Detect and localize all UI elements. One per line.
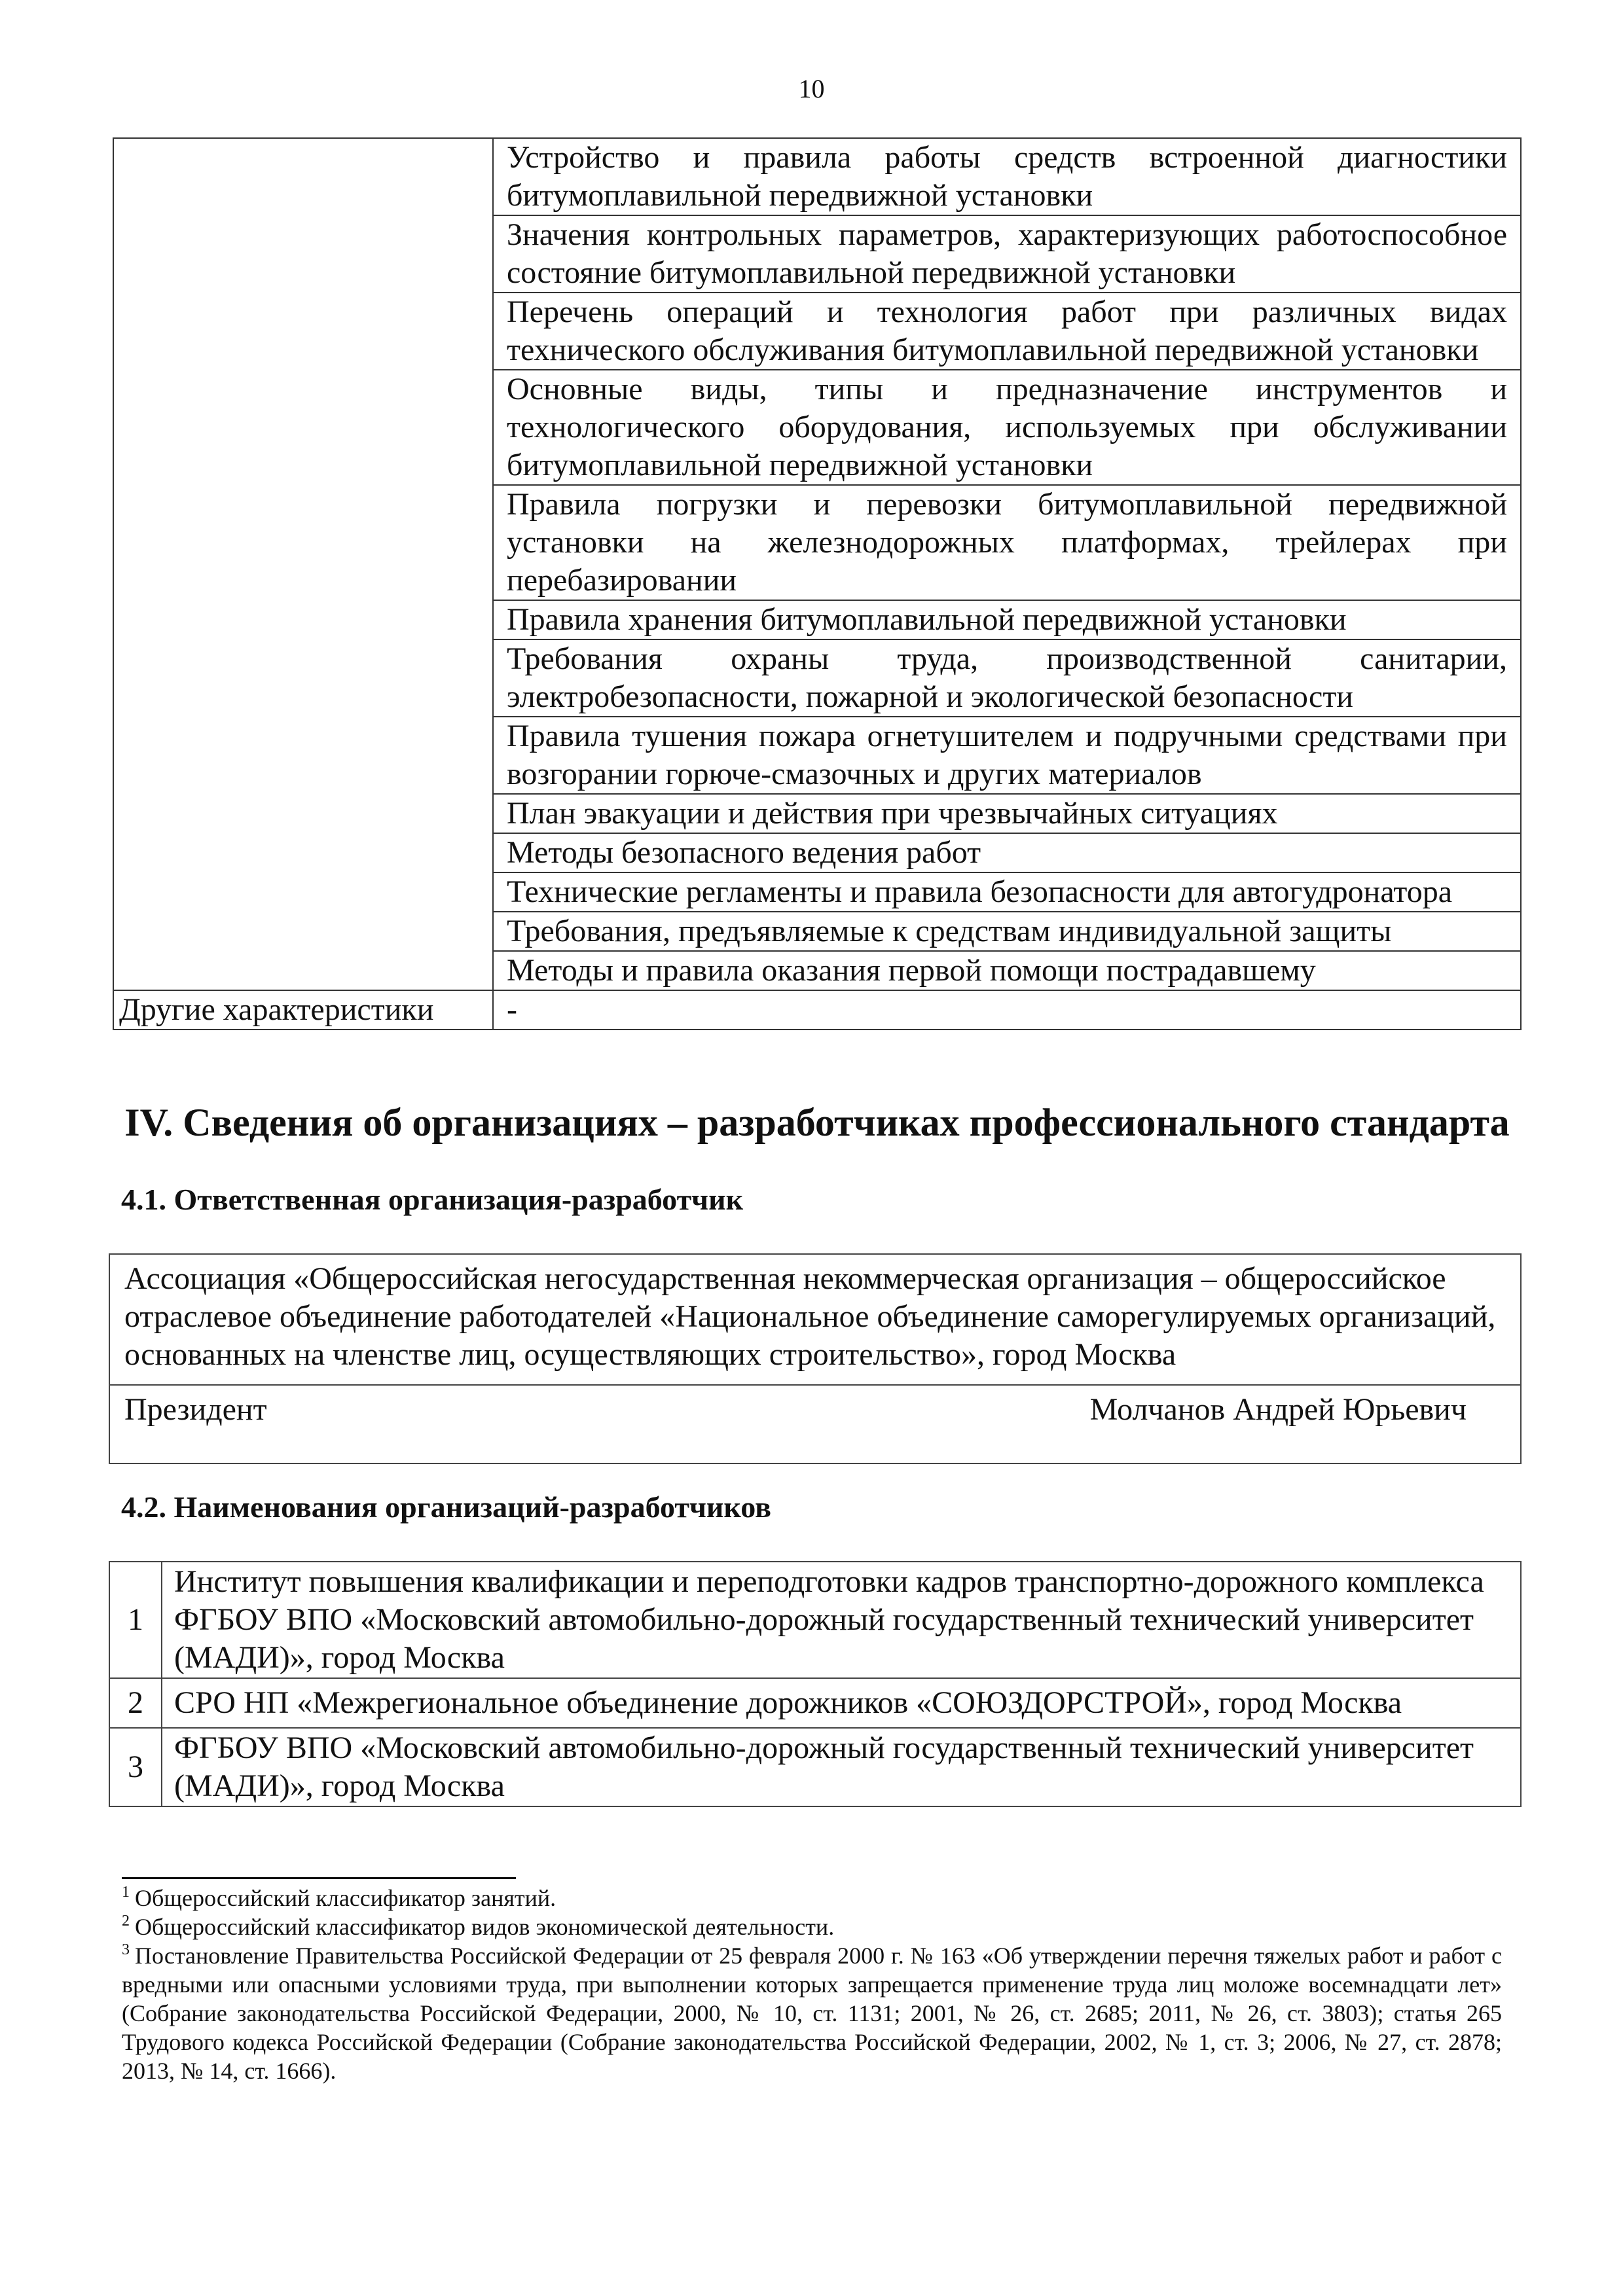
subsection-title-responsible: 4.1. Ответственная организация-разработчик: [121, 1183, 744, 1216]
other-characteristics-value: -: [493, 990, 1521, 1030]
footnote-mark: 3: [122, 1941, 130, 1958]
table-row: [113, 138, 1521, 215]
signatory-name: Молчанов Андрей Юрьевич: [1089, 1392, 1467, 1427]
developer-number: 3: [109, 1728, 162, 1806]
table-row: [109, 1678, 1521, 1728]
footnote: [122, 1912, 1502, 1941]
developer-name: ФГБОУ ВПО «Московский автомобильно-дорожный государственный технический университет (МАДИ)», город Москва: [162, 1728, 1521, 1806]
knowledge-label-cell: [113, 138, 493, 990]
knowledge-item: Значения контрольных параметров, характеризующих работоспособное состояние битумоплавильной передвижной установки: [493, 215, 1521, 293]
footnote-separator: [122, 1877, 516, 1879]
footnotes: [122, 1884, 1502, 2085]
knowledge-item: Требования охраны труда, производственной санитарии, электробезопасности, пожарной и экологической безопасности: [493, 639, 1521, 717]
table-row: [109, 1254, 1521, 1385]
knowledge-item: Правила хранения битумоплавильной передвижной установки: [493, 600, 1521, 639]
table-row: [109, 1385, 1521, 1463]
knowledge-table: [113, 137, 1522, 1030]
knowledge-item: Устройство и правила работы средств встроенной диагностики битумоплавильной передвижной установки: [493, 138, 1521, 215]
page-number: 10: [798, 74, 825, 103]
footnote-text: Общероссийский классификатор видов экономической деятельности.: [135, 1914, 835, 1940]
responsible-org-box: [109, 1253, 1522, 1464]
knowledge-item: План эвакуации и действия при чрезвычайных ситуациях: [493, 794, 1521, 833]
knowledge-item: Технические регламенты и правила безопасности для автогудронатора: [493, 872, 1521, 912]
signatory-row: [109, 1385, 1521, 1463]
footnote-text: Общероссийский классификатор занятий.: [135, 1885, 556, 1911]
knowledge-item: Методы безопасного ведения работ: [493, 833, 1521, 872]
section-title: IV. Сведения об организациях – разработчиках профессионального стандарта: [124, 1101, 1510, 1144]
subsection-title-developers: 4.2. Наименования организаций-разработчиков: [121, 1490, 771, 1524]
knowledge-item: Основные виды, типы и предназначение инструментов и технологического оборудования, используемых при обслуживании битумоплавильной передвижной установки: [493, 370, 1521, 485]
table-row: [109, 1728, 1521, 1806]
developer-name: Институт повышения квалификации и переподготовки кадров транспортно-дорожного комплекса ФГБОУ ВПО «Московский автомобильно-дорожный государственный технический университет (МАДИ)», город Москва: [162, 1562, 1521, 1678]
knowledge-item: Перечень операций и технология работ при различных видах технического обслуживания битумоплавильной передвижной установки: [493, 293, 1521, 370]
developers-table: [109, 1561, 1522, 1807]
knowledge-item: Методы и правила оказания первой помощи пострадавшему: [493, 951, 1521, 990]
table-row: [113, 990, 1521, 1030]
signatory: [124, 1391, 1506, 1429]
footnote: [122, 1941, 1502, 2085]
knowledge-item: Требования, предъявляемые к средствам индивидуальной защиты: [493, 912, 1521, 951]
footnote-text: Постановление Правительства Российской Федерации от 25 февраля 2000 г. № 163 «Об утверждении перечня тяжелых работ и работ с вредными или опасными условиями труда, при выполнении которых запрещается применение труда лиц моложе восемнадцати лет» (Собрание законодательства Российской Федерации, 2000, № 10, ст. 1131; 2001, № 26, ст. 2685; 2011, № 26, ст. 3803); статья 265 Трудового кодекса Российской Федерации (Собрание законодательства Российской Федерации, 2002, № 1, ст. 3; 2006, № 27, ст. 2878; 2013, № 14, ст. 1666).: [122, 1943, 1502, 2084]
footnote-mark: 2: [122, 1912, 130, 1929]
other-characteristics-label: Другие характеристики: [113, 990, 493, 1030]
footnote: [122, 1884, 1502, 1912]
developer-name: СРО НП «Межрегиональное объединение дорожников «СОЮЗДОРСТРОЙ», город Москва: [162, 1678, 1521, 1728]
developer-number: 2: [109, 1678, 162, 1728]
table-row: [109, 1562, 1521, 1678]
responsible-org-name: Ассоциация «Общероссийская негосударственная некоммерческая организация – общероссийское отраслевое объединение работодателей «Национальное объединение саморегулируемых организаций, основанных на членстве лиц, осуществляющих строительство», город Москва: [109, 1254, 1521, 1385]
signatory-position: Президент: [124, 1392, 267, 1427]
knowledge-item: Правила погрузки и перевозки битумоплавильной передвижной установки на железнодорожных платформах, трейлерах при перебазировании: [493, 485, 1521, 600]
developer-number: 1: [109, 1562, 162, 1678]
knowledge-item: Правила тушения пожара огнетушителем и подручными средствами при возгорании горюче-смазочных и других материалов: [493, 717, 1521, 794]
footnote-mark: 1: [122, 1884, 130, 1901]
